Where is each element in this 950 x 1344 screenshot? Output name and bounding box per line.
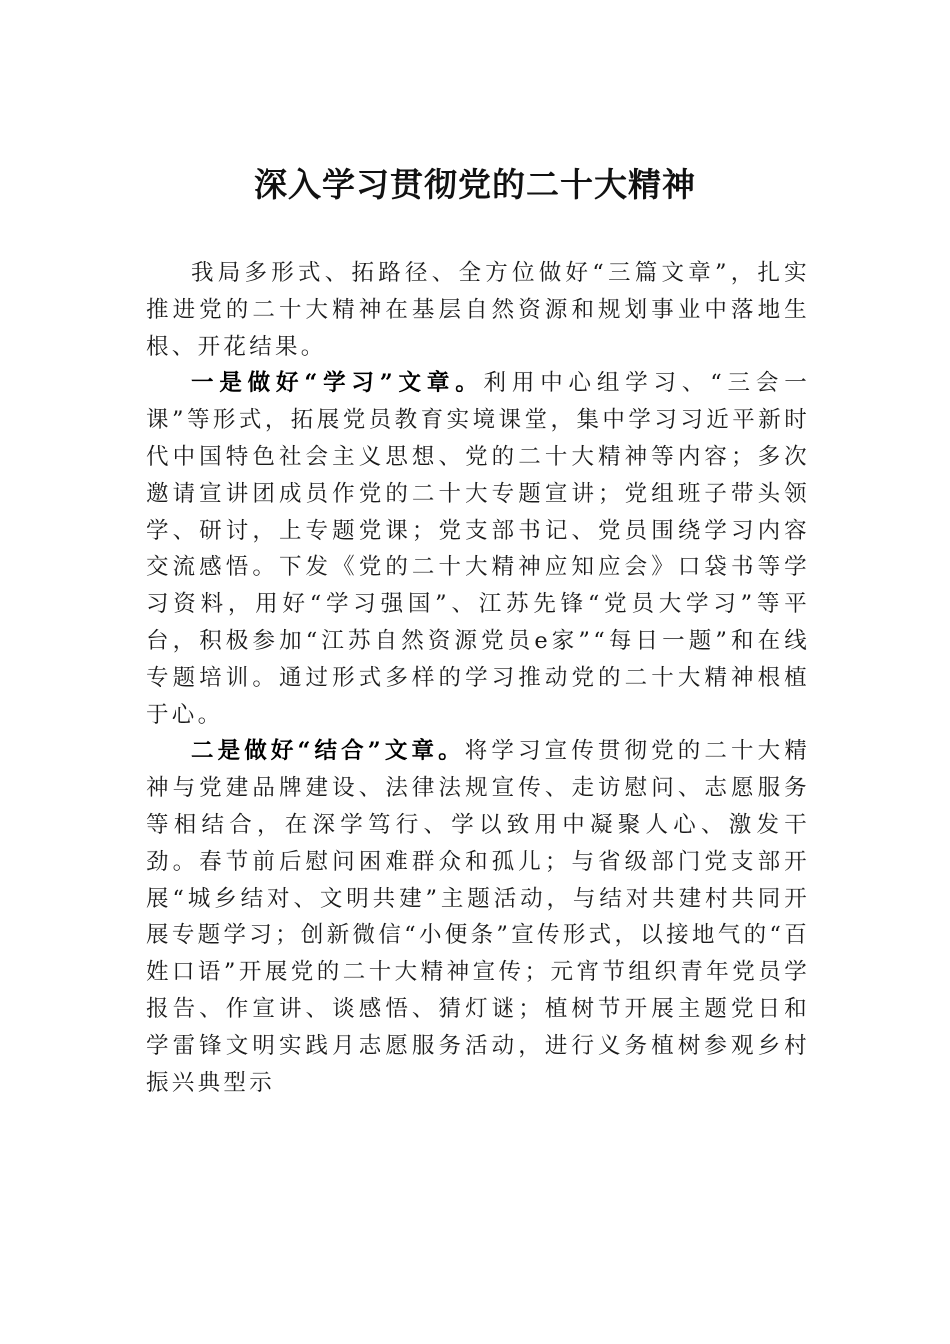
paragraph-text: 将学习宣传贯彻党的二十大精神与党建品牌建设、法律法规宣传、走访慰问、志愿服务等相结合，在深学笃行、学以致用中凝聚人心、激发干劲。春节前后慰问困难群众和孤儿；与省级部门党支部开展“城乡结对、文明共建”主题活动，与结对共建村共同开展专题学习；创新微信“小便条”宣传形式，以接地气的“百姓口语”开展党的二十大精神宣传；元宵节组织青年党员学报告、作宣讲、谈感悟、猜灯谜；植树节开展主题党日和学雷锋文明实践月志愿服务活动，进行义务植树参观乡村振兴典型示 — [146, 738, 810, 1096]
paragraph-text: 利用中心组学习、“三会一课”等形式，拓展党员教育实境课堂，集中学习习近平新时代中国特色社会主义思想、党的二十大精神等内容；多次邀请宣讲团成员作党的二十大专题宣讲；党组班子带头领学、研讨，上专题党课；党支部书记、党员围绕学习内容交流感悟。下发《党的二十大精神应知应会》口袋书等学习资料，用好“学习强国”、江苏先锋“党员大学习”等平台，积极参加“江苏自然资源党员e家”“每日一题”和在线专题培训。通过形式多样的学习推动党的二十大精神根植于心。 — [146, 370, 811, 728]
learning-paragraph — [146, 365, 810, 733]
paragraph-lead: 二是做好“结合”文章。 — [191, 738, 465, 765]
document-title: 深入学习贯彻党的二十大精神 — [254, 165, 696, 204]
paragraph-lead: 一是做好“学习”文章。 — [191, 370, 484, 397]
combination-paragraph — [146, 733, 810, 1101]
document-body — [146, 255, 810, 1101]
paragraph-text: 我局多形式、拓路径、全方位做好“三篇文章”，扎实推进党的二十大精神在基层自然资源和规划事业中落地生根、开花结果。 — [146, 260, 810, 360]
intro-paragraph — [146, 255, 810, 365]
